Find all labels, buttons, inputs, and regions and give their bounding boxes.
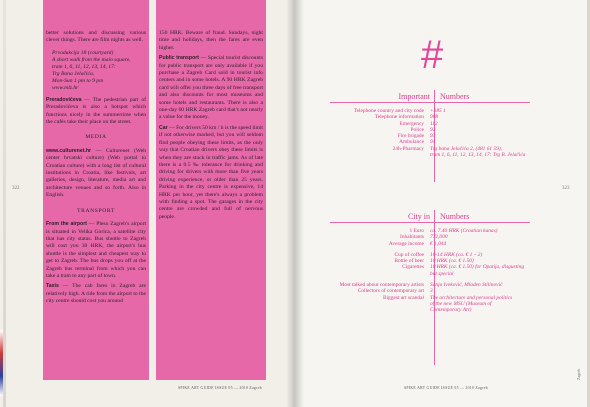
row-value: 772,000 xyxy=(430,234,448,241)
divider xyxy=(330,222,530,223)
row-value: Contemporary Art) xyxy=(430,307,472,314)
row-label: Bottle of beer xyxy=(394,258,424,265)
row-label: Emergency xyxy=(399,120,424,127)
section-heading-numbers: Numbers xyxy=(440,212,470,221)
paragraph-body: — Culturenet (Web center hrvatski culture) (Web portal to Croatian culture) with a long list of cultural institutions in Croatia, like festivals, art galleries, design, literature, media art and architecture venues and so forth. Also in English. xyxy=(46,147,146,199)
paragraph xyxy=(46,283,146,305)
row-label xyxy=(326,271,430,277)
bookmark-ribbon xyxy=(0,330,3,396)
text-column-b xyxy=(159,30,263,224)
important-numbers-table xyxy=(326,108,540,158)
paragraph-lead: Car xyxy=(159,124,168,131)
divider xyxy=(330,102,530,103)
row-label: Cup of coffee xyxy=(394,251,424,258)
row-value: of the new MSU (Museum of xyxy=(430,300,492,307)
running-footer: SPIKE ART GUIDE ISSUE 05 — 2010 Zagreb xyxy=(178,386,262,390)
hash-symbol: # xyxy=(421,33,444,77)
row-label: Telephone country and city code xyxy=(353,108,424,114)
paragraph-lead: From the airport xyxy=(46,221,87,228)
address-line: www.mlz.hr xyxy=(52,84,79,91)
table-row xyxy=(326,152,540,158)
page-edge xyxy=(3,0,6,407)
paragraph xyxy=(159,55,263,122)
row-label: Most talked about contemporary artists xyxy=(339,282,424,289)
paragraph-lead: Taxis xyxy=(46,283,59,290)
row-value: 10-14 HRK (ca. € 1 – 2) xyxy=(430,251,483,258)
row-value: 10 HRK (ca. € 1.50) xyxy=(430,258,474,265)
text-column-a xyxy=(46,30,146,309)
paragraph xyxy=(46,148,146,200)
address-block xyxy=(52,50,146,92)
address-line: Trg Bana Jelačića, xyxy=(52,70,95,77)
city-numbers-table xyxy=(326,228,540,314)
page-number: 323 xyxy=(562,186,570,191)
row-value: 988 xyxy=(430,114,439,121)
row-label xyxy=(326,152,430,158)
section-heading-important: Important xyxy=(398,92,430,101)
section-heading-numbers: Numbers xyxy=(440,92,470,101)
row-label: Telephone information xyxy=(374,114,424,121)
table-row xyxy=(326,271,540,277)
row-label: Inhabitants xyxy=(400,234,424,241)
paragraph xyxy=(159,125,263,221)
row-label: 24h-Pharmacy xyxy=(392,145,424,152)
row-value: Trg bana Jelačića 2, (481 61 59), xyxy=(430,145,502,152)
row-label: 1 Euro xyxy=(409,228,424,234)
paragraph-body: — For drivers 50 km / h is the speed limit if not otherwise marked, but you will seldom find people obeying these limits, as the only way that Croatian drivers obey these limits is when they are stuck in traffic jams. As of late there is a 0.5 ‰ tolerance for drinking and driving for drivers with more than five years driving experience, or older than 25 years. Parking in the city centre is expensive, 14 HRK per hour, yet there's always a problem with finding a spot. The garages in the city centre are crowded and full of nervous people. xyxy=(159,124,263,220)
paragraph-lead: www.culturenet.hr xyxy=(46,147,92,154)
row-value: Sanja Iveković, Mladen Stilinović xyxy=(430,282,503,289)
paragraph-lead: Preradovićeva xyxy=(46,96,82,103)
table-row xyxy=(326,307,540,313)
corner-label: Zagreb xyxy=(576,368,581,380)
row-value: 92 xyxy=(430,126,436,133)
address-line: Mon-Sun 1 pm to 9 pm xyxy=(52,77,104,84)
row-label xyxy=(326,307,430,313)
row-value: +385 1 xyxy=(430,108,446,114)
paragraph-body: — The pedestrian part of Preradovićeva is also a hotspot which functions nicely in the summertime when the cafés take their place on the street. xyxy=(46,96,146,126)
section-heading-media: MEDIA xyxy=(85,134,107,141)
row-label: Fire brigade xyxy=(397,133,424,140)
address-line: A short walk from the main square, xyxy=(52,56,131,63)
row-value: 93 xyxy=(430,133,436,140)
table-row xyxy=(326,241,540,247)
row-value: but special xyxy=(430,270,454,277)
address-line: Prvodukcija 18 (courtyard) xyxy=(52,49,114,56)
row-value: 10 HRK (ca. € 1.50) for Opatija, disgusting xyxy=(430,264,525,271)
paragraph-body: — Special tourist discounts for public transport are only available if you purchase a Zagreb Card sold in tourist info centers and in some hotels. A 90 HRK Zagreb card will offer you three days of free transport and also discounts for most museums and some hotels and restaurants. There is also a one-day 60 HRK Zagreb card that's not nearly a value for the money. xyxy=(159,55,263,121)
section-heading-city-in: City in xyxy=(407,212,430,221)
paragraph xyxy=(46,97,146,127)
paragraph xyxy=(46,221,146,280)
row-value: ca. 7.40 HRK (Croatian kunas) xyxy=(430,228,498,234)
gutter-shadow xyxy=(286,0,304,407)
row-label: Ambulance xyxy=(399,139,424,146)
row-value: € 1,044 xyxy=(430,240,447,247)
row-label: Collectors of contemporary art xyxy=(357,288,424,295)
row-value: 112 xyxy=(430,120,438,127)
row-value: tram 1, 6, 11, 12, 13, 14, 17: Trg B. Jelačića xyxy=(430,152,526,159)
row-label: Biggest art scandal xyxy=(382,294,424,301)
running-footer: SPIKE ART GUIDE ISSUE 05 — 2010 Zagreb xyxy=(404,386,488,390)
paragraph-body: — The cab fares in Zagreb are relatively high. A ride from the airport to the city centre should cost you around xyxy=(46,283,146,305)
row-value: 94 xyxy=(430,139,436,146)
address-line: tram 1, 6, 11, 12, 13, 14, 17: xyxy=(52,63,116,70)
row-value: The architecture and personal politics xyxy=(430,294,513,301)
row-value: 3 xyxy=(430,288,433,295)
row-label: Police xyxy=(410,126,424,133)
section-heading-transport: TRANSPORT xyxy=(77,207,115,214)
row-label: Average income xyxy=(388,240,424,247)
paragraph: 150 HRK. Beware of fraud. Sundays, night time and holidays, then the fares are even higher. xyxy=(159,30,263,51)
paragraph-body: — Pleso Zagreb's airport is situated in Velika Gorica, a satellite city that has city status. Bus shuttle to Zagreb will cost you 30 HRK, the airport's bus shuttle is the simplest and cheapest way to get to Zagreb. The bus drops you off at the Zagreb bus terminal from which you can take a tram to any part of town. xyxy=(46,221,147,279)
row-label: Cigarettes xyxy=(402,264,424,271)
page-number: 322 xyxy=(12,186,20,191)
paragraph-lead: Public transport xyxy=(159,55,200,62)
paragraph: better solutions and discussing various clever things. There are film nights as well. xyxy=(46,30,146,44)
